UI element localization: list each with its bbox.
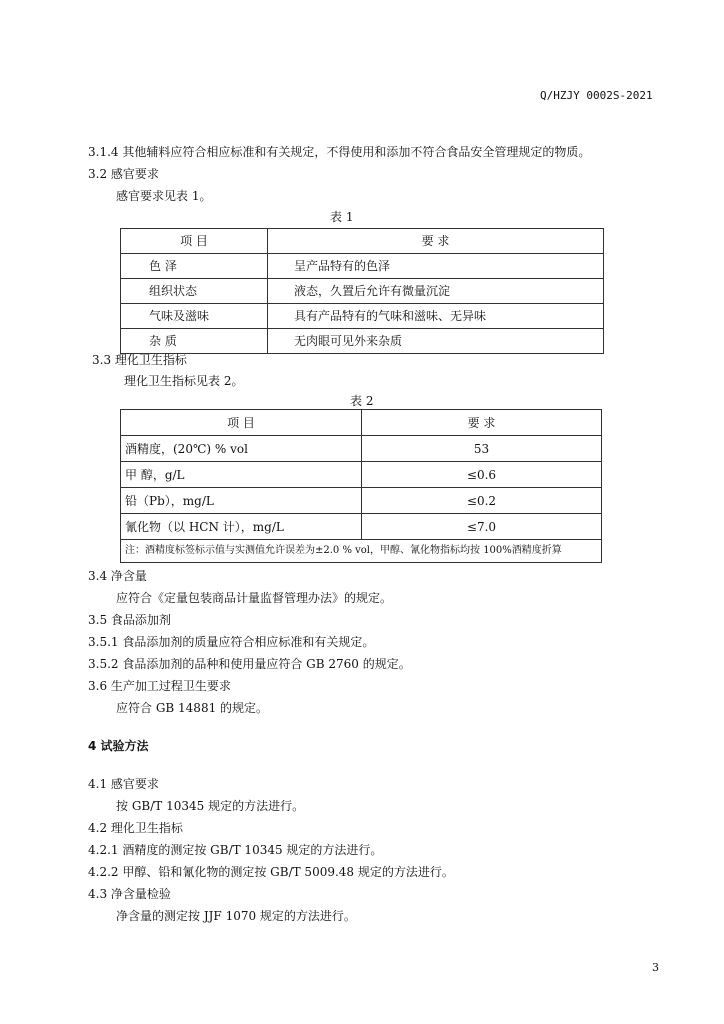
clause-3-1-4: 3.1.4 其他辅料应符合相应标准和有关规定，不得使用和添加不符合食品安全管理规定的物质。 xyxy=(88,145,591,159)
table-header-cell: 项 目 xyxy=(121,410,362,436)
table-cell: 杂 质 xyxy=(121,329,268,354)
table-row xyxy=(121,514,602,540)
table-header-cell: 要 求 xyxy=(268,229,604,254)
table-cell: ≤0.6 xyxy=(362,462,602,488)
clause-4-2-heading: 4.2 理化卫生指标 xyxy=(88,821,183,835)
table-cell: ≤7.0 xyxy=(362,514,602,540)
table-row xyxy=(121,254,604,279)
table-row xyxy=(121,304,604,329)
clause-3-2-heading: 3.2 感官要求 xyxy=(88,167,159,181)
table-cell: ≤0.2 xyxy=(362,488,602,514)
table-row xyxy=(121,410,602,436)
clause-3-5-1: 3.5.1 食品添加剂的质量应符合相应标准和有关规定。 xyxy=(88,635,375,649)
clause-3-5-heading: 3.5 食品添加剂 xyxy=(88,613,171,627)
table-2 xyxy=(120,409,602,563)
clause-4-1-heading: 4.1 感官要求 xyxy=(88,777,159,791)
clause-3-3-heading: 3.3 理化卫生指标 xyxy=(92,353,187,367)
table-1-caption: 表 1 xyxy=(330,210,354,224)
table-header-cell: 要 求 xyxy=(362,410,602,436)
section-4-heading: 4 试验方法 xyxy=(88,739,149,753)
table-cell: 液态，久置后允许有微量沉淀 xyxy=(268,279,604,304)
clause-4-2-1: 4.2.1 酒精度的测定按 GB/T 10345 规定的方法进行。 xyxy=(88,843,383,857)
table-cell: 呈产品特有的色泽 xyxy=(268,254,604,279)
table-row xyxy=(121,229,604,254)
clause-3-4-body: 应符合《定量包装商品计量监督管理办法》的规定。 xyxy=(116,591,393,605)
clause-4-2-2: 4.2.2 甲醇、铅和氰化物的测定按 GB/T 5009.48 规定的方法进行。 xyxy=(88,865,454,879)
clause-3-2-intro: 感官要求见表 1。 xyxy=(116,189,212,203)
table-cell: 具有产品特有的气味和滋味、无异味 xyxy=(268,304,604,329)
clause-3-5-2: 3.5.2 食品添加剂的品种和使用量应符合 GB 2760 的规定。 xyxy=(88,657,411,671)
page-number: 3 xyxy=(652,961,659,974)
clause-4-3-heading: 4.3 净含量检验 xyxy=(88,887,171,901)
table-note-row xyxy=(121,540,602,563)
document-code: Q/HZJY 0002S-2021 xyxy=(540,89,653,102)
table-note: 注：酒精度标签标示值与实测值允许误差为±2.0 % vol，甲醇、氰化物指标均按 100%酒精度折算 xyxy=(121,540,602,563)
clause-3-6-heading: 3.6 生产加工过程卫生要求 xyxy=(88,679,231,693)
table-row xyxy=(121,488,602,514)
clause-3-6-body: 应符合 GB 14881 的规定。 xyxy=(116,701,269,715)
table-cell: 铅（Pb），mg/L xyxy=(121,488,362,514)
table-row xyxy=(121,436,602,462)
table-cell: 53 xyxy=(362,436,602,462)
clause-3-3-intro: 理化卫生指标见表 2。 xyxy=(124,374,244,388)
table-cell: 氰化物（以 HCN 计），mg/L xyxy=(121,514,362,540)
table-cell: 色 泽 xyxy=(121,254,268,279)
table-cell: 酒精度，(20℃) % vol xyxy=(121,436,362,462)
table-cell: 组织状态 xyxy=(121,279,268,304)
table-row xyxy=(121,329,604,354)
table-1 xyxy=(120,228,604,354)
table-cell: 气味及滋味 xyxy=(121,304,268,329)
table-2-caption: 表 2 xyxy=(350,394,374,408)
clause-4-3-body: 净含量的测定按 JJF 1070 规定的方法进行。 xyxy=(116,909,356,923)
table-cell: 无肉眼可见外来杂质 xyxy=(268,329,604,354)
clause-3-4-heading: 3.4 净含量 xyxy=(88,569,147,583)
table-header-cell: 项 目 xyxy=(121,229,268,254)
table-row xyxy=(121,462,602,488)
clause-4-1-body: 按 GB/T 10345 规定的方法进行。 xyxy=(116,799,305,813)
table-cell: 甲 醇，g/L xyxy=(121,462,362,488)
table-row xyxy=(121,279,604,304)
